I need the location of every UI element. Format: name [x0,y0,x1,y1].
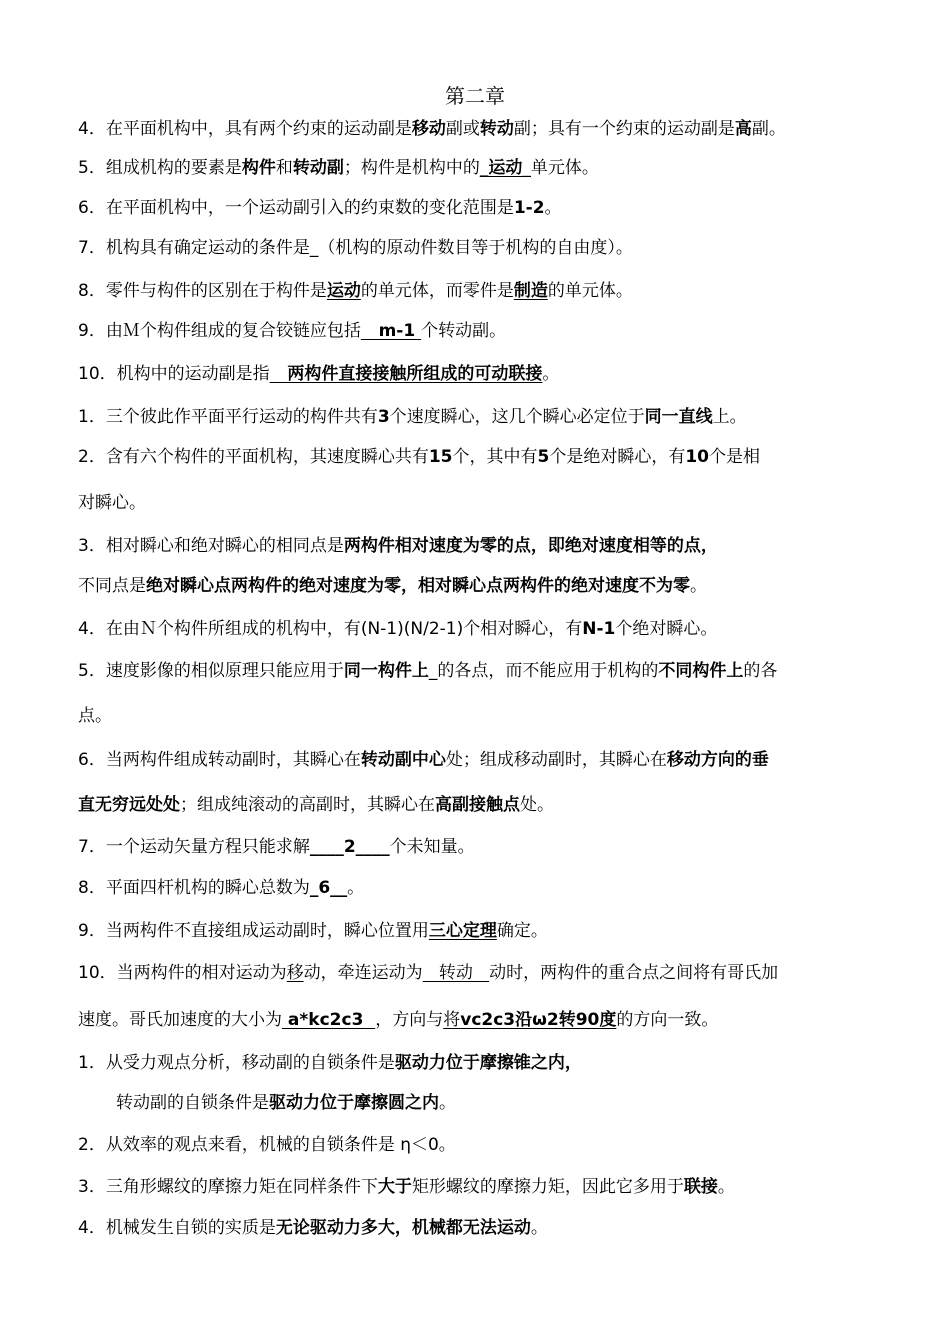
text-span: 动，牵连运动为 [303,963,423,983]
answer-span: 转动 [422,963,490,983]
text-line [78,361,878,387]
text-span: 8．平面四杆机构的瞬心总数为 [78,878,310,898]
text-span: 个转动副。 [421,321,507,341]
text-line [78,834,878,860]
answer-span: 直无穷远处处 [78,795,180,815]
answer-span: 3 [377,407,390,427]
answer-span: 驱动力位于摩擦圆之内 [269,1093,439,1113]
answer-span: 1-2 [513,198,545,218]
text-line [78,155,878,181]
answer-span: 转动副 [292,158,344,178]
text-line [78,1007,878,1033]
text-span: 处。 [520,795,554,815]
text-line [78,318,878,344]
text-span: 。 [542,364,560,384]
text-span: ；组成纯滚动的高副时，其瞬心在 [180,795,435,815]
text-line [78,1050,878,1076]
text-line [78,875,878,901]
chapter-title: 第二章 [445,84,505,108]
text-span: 矩形螺纹的摩擦力矩，因此它多用于 [411,1177,684,1197]
text-span: 个绝对瞬心。 [615,619,718,639]
text-span: 的单元体，而零件是 [360,281,514,301]
answer-span: 大于 [377,1177,412,1197]
text-span: 个是相 [709,447,761,467]
text-line [78,918,878,944]
text-line [78,573,878,599]
text-span: _的各点，而不能应用于机构的 [428,661,659,681]
answer-span: 同一构件上 [343,661,429,681]
text-span: 6．当两构件组成转动副时，其瞬心在 [78,750,361,770]
text-span: 。 [717,1177,735,1197]
text-span: 副。 [751,119,786,139]
answer-span: 运动 [326,281,361,301]
text-line [78,444,878,470]
answer-span: _运动 [479,158,523,178]
text-span: 。 [347,878,365,898]
text-line [78,1215,878,1241]
text-line [78,1174,878,1200]
text-span: 和 [275,158,293,178]
answer-span: 三心定理 [428,921,497,941]
answer-span: 转动副中心 [360,750,446,770]
answer-span: 高副接触点 [435,795,520,815]
text-span: 1．三个彼此作平面平行运动的构件共有 [78,407,378,427]
text-line [78,278,878,304]
text-span: 个是绝对瞬心，有 [549,447,686,467]
text-line [78,235,878,261]
text-span: 个速度瞬心，这几个瞬心必定位于 [389,407,645,427]
text-span: 上。 [712,407,747,427]
text-line [78,195,878,221]
text-line [116,1090,916,1116]
text-span: 9．由Ｍ个构件组成的复合铰链应包括 [78,321,361,341]
answer-span: _6__ [309,878,348,898]
answer-span: 移动 [411,119,446,139]
text-span: 个未知量。 [389,837,475,857]
text-span: 确定。 [496,921,548,941]
text-line [78,747,878,773]
text-span: ，方向与 [375,1010,444,1030]
text-span: 的方向一致。 [616,1010,719,1030]
text-span: 4．机械发生自锁的实质是 [78,1218,276,1238]
text-line [78,116,878,142]
text-span: _单元体。 [522,158,599,178]
text-span: 点。 [78,706,112,726]
text-span: 10．机构中的运动副是指 [78,364,270,384]
text-span: 3．三角形螺纹的摩擦力矩在同样条件下 [78,1177,378,1197]
text-span: 处；组成移动副时，其瞬心在 [445,750,667,770]
answer-span: 将 [443,1010,461,1030]
answer-span: m-1 [360,321,422,341]
text-line [78,960,878,986]
text-span: 5．组成机构的要素是 [78,158,242,178]
text-span: 3．相对瞬心和绝对瞬心的相同点是 [78,536,344,556]
answer-span: 无论驱动力多大，机械都无法运动 [275,1218,531,1238]
text-span: 4．在由Ｎ个构件所组成的机构中，有(N-1)(N/2-1)个相对瞬心，有 [78,619,583,639]
text-span: 个，其中有 [452,447,538,467]
answer-span: 绝对瞬心点两构件的绝对速度为零，相对瞬心点两构件的绝对速度不为零 [146,576,690,596]
text-span: 8．零件与构件的区别在于构件是 [78,281,327,301]
text-span: 动时，两构件的重合点之间将有哥氏加 [489,963,779,983]
answer-span: a*kc2c3 [282,1010,376,1030]
text-span: 6．在平面机构中，一个运动副引入的约束数的变化范围是 [78,198,514,218]
text-span: 。 [439,1093,456,1113]
answer-span: 高 [734,119,752,139]
text-span: 4．在平面机构中，具有两个约束的运动副是 [78,119,412,139]
answer-span: 15 [428,447,453,467]
answer-span: 10 [685,447,710,467]
answer-span: 联接 [683,1177,718,1197]
text-line [78,703,878,729]
text-span: 副或 [445,119,480,139]
answer-span: 不同构件上 [658,661,744,681]
answer-span: ____2____ [309,837,390,857]
text-span: 。 [544,198,562,218]
text-span: 1．从受力观点分析，移动副的自锁条件是 [78,1053,395,1073]
text-line [78,616,878,642]
text-span: 的单元体。 [547,281,633,301]
text-span: 2．从效率的观点来看，机械的自锁条件是 η＜0。 [78,1135,456,1155]
text-span: 9．当两构件不直接组成运动副时，瞬心位置用 [78,921,429,941]
text-span: ；构件是机构中的 [343,158,480,178]
text-span: 7．一个运动矢量方程只能求解 [78,837,310,857]
text-span: 对瞬心。 [78,493,146,513]
text-line [78,533,878,559]
text-line [78,658,878,684]
answer-span: 5 [537,447,550,467]
answer-span: vc2c3沿ω2转90度 [460,1010,617,1030]
answer-span: 同一直线 [644,407,713,427]
text-span: 7．机构具有确定运动的条件是_（机构的原动件数目等于机构的自由度）。 [78,238,633,258]
text-span: 的各 [743,661,778,681]
text-line [78,792,878,818]
answer-span: 两构件相对速度为零的点，即绝对速度相等的点， [343,536,718,556]
text-span: 速度。哥氏加速度的大小为 [78,1010,282,1030]
text-span: 2．含有六个构件的平面机构，其速度瞬心共有 [78,447,429,467]
text-span: 。 [530,1218,548,1238]
text-span: 副；具有一个约束的运动副是 [513,119,735,139]
answer-span: 转动 [479,119,514,139]
text-span: 。 [690,576,707,596]
text-line [78,1132,878,1158]
answer-span: 移动方向的垂 [666,750,769,770]
answer-span: 制造 [513,281,548,301]
answer-span: 两构件直接接触所组成的可动联接 [269,364,543,384]
text-span: 转动副的自锁条件是 [116,1093,269,1113]
text-span: 5．速度影像的相似原理只能应用于 [78,661,344,681]
text-span: 10．当两构件的相对运动为 [78,963,287,983]
text-line [78,404,878,430]
text-span: 不同点是 [78,576,146,596]
answer-span: 构件 [241,158,276,178]
answer-span: N-1 [582,619,616,639]
answer-span: 驱动力位于摩擦锥之内， [394,1053,582,1073]
answer-span: 移 [286,963,304,983]
text-line [78,490,878,516]
